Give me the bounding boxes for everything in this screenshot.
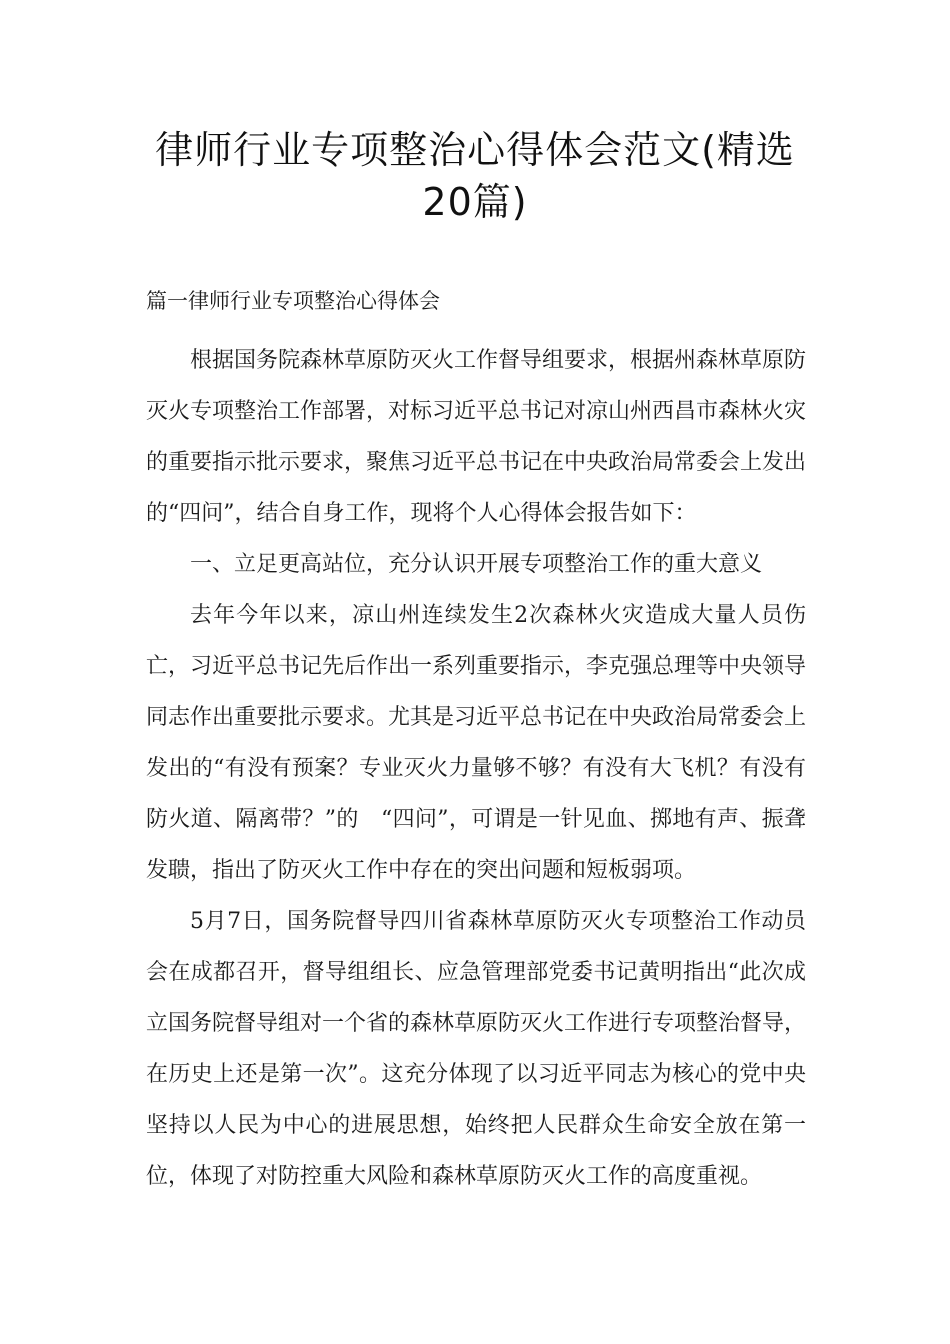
paragraph-background: 去年今年以来，凉山州连续发生2次森林火灾造成大量人员伤亡，习近平总书记先后作出一系列重要指示，李克强总理等中央领导同志作出重要批示要求。尤其是习近平总书记在中央政治局常委会上发出的“有没有预案？专业灭火力量够不够？有没有大飞机？有没有防火道、隔离带？”的 “四问”，可谓是一针见血、掷地有声、振聋发聩，指出了防灭火工作中存在的突出问题和短板弱项。 [146,603,807,883]
section-heading: 篇一律师行业专项整治心得体会 [146,289,440,313]
title-line-1: 律师行业专项整治心得体会范文(精选 [155,128,795,172]
paragraph-meeting: 5月7日，国务院督导四川省森林草原防灭火专项整治工作动员会在成都召开，督导组组长、应急管理部党委书记黄明指出“此次成立国务院督导组对一个省的森林草原防灭火工作进行专项整治督导，在历史上还是第一次”。这充分体现了以习近平同志为核心的党中央坚持以人民为中心的进展思想，始终把人民群众生命安全放在第一位，体现了对防控重大风险和森林草原防灭火工作的高度重视。 [146,909,807,1189]
paragraph-intro: 根据国务院森林草原防灭火工作督导组要求，根据州森林草原防灭火专项整治工作部署，对标习近平总书记对凉山州西昌市森林火灾的重要指示批示要求，聚焦习近平总书记在中央政治局常委会上发出的“四问”，结合自身工作，现将个人心得体会报告如下： [146,348,807,526]
document-body [146,335,806,1202]
paragraph-subheading-1: 一、立足更高站位，充分认识开展专项整治工作的重大意义 [190,552,763,577]
document-title [130,124,820,228]
title-line-2: 20篇) [422,180,528,224]
